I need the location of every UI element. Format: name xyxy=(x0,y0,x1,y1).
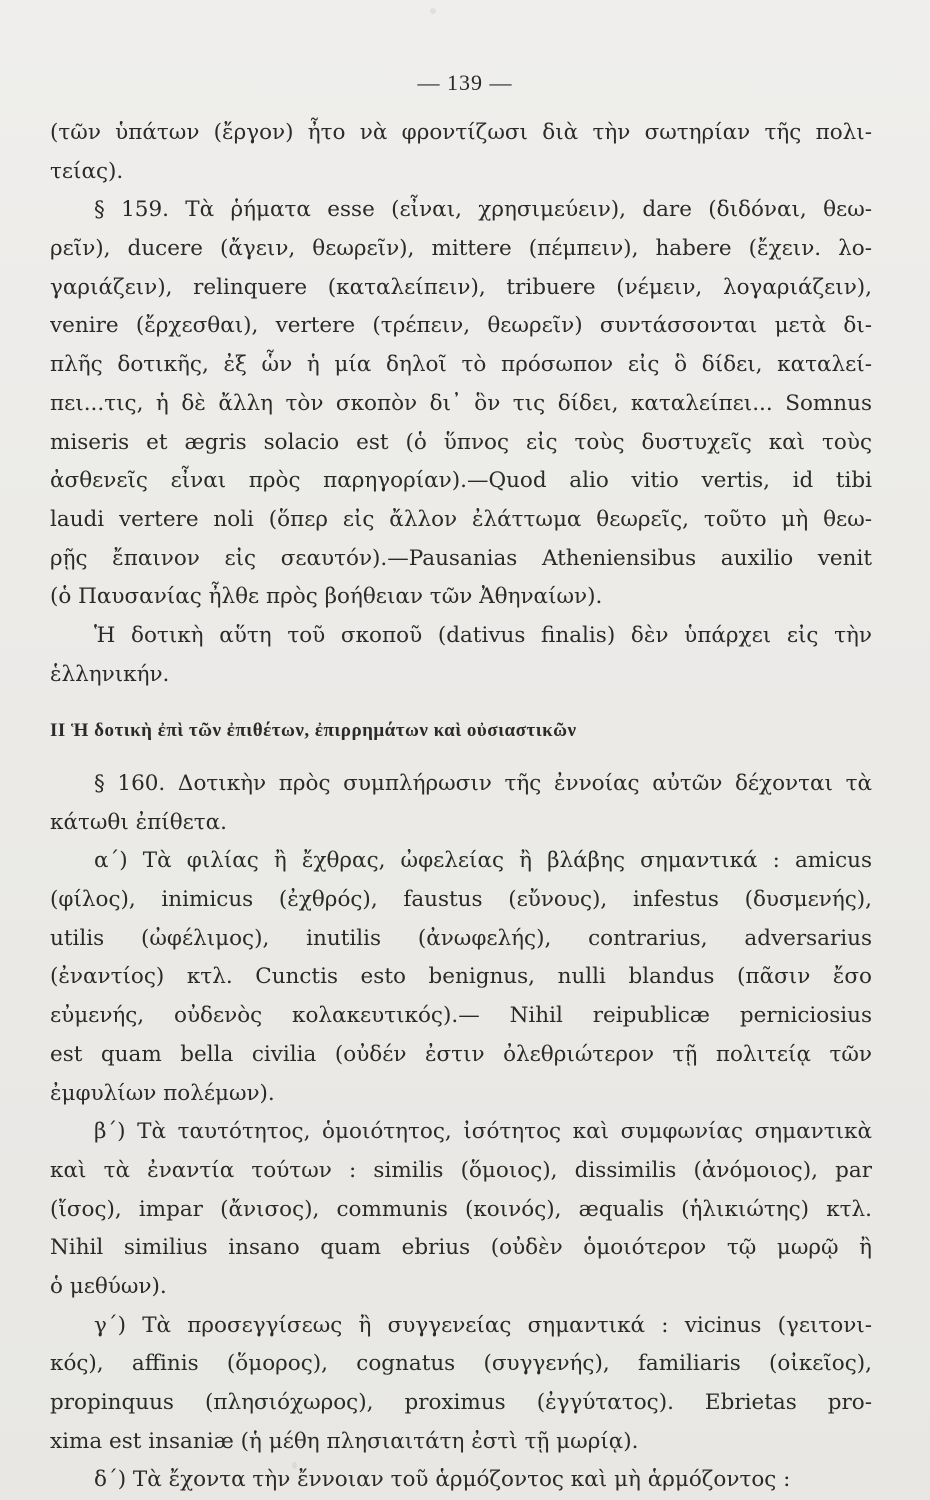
text-line: venire (ἔρχεσθαι), vertere (τρέπειν, θεωρεῖν) συντάσσονται μετὰ δι- xyxy=(50,313,872,339)
text-line: τείας). xyxy=(50,158,124,184)
text-line: (τῶν ὑπάτων (ἔργον) ἦτο νὰ φροντίζωσι διὰ τὴν σωτηρίαν τῆς πολι- xyxy=(50,120,872,145)
text-line: καὶ τὰ ἐναντία τούτων : similis (ὅμοιος), dissimilis (ἀνόμοιος), par xyxy=(50,1157,872,1183)
text-line: γ΄) Τὰ προσεγγίσεως ἢ συγγενείας σημαντικά : vicinus (γειτονι- xyxy=(94,1312,872,1338)
text-line: δ΄) Τὰ ἔχοντα τὴν ἔννοιαν τοῦ ἁρμόζοντος καὶ μὴ ἁρμόζοντος : xyxy=(94,1467,791,1493)
text-line: εὐμενής, οὐδενὸς κολακευτικός).— Nihil reipublicæ perniciosius xyxy=(50,1003,872,1029)
text-line: ἀσθενεῖς εἶναι πρὸς παρηγορίαν).—Quod alio vitio vertis, id tibi xyxy=(50,468,872,494)
text-line: β΄) Τὰ ταυτότητος, ὁμοιότητος, ἰσότητος καὶ συμφωνίας σημαντικὰ xyxy=(94,1119,872,1145)
text-line: (ὁ Παυσανίας ἦλθε πρὸς βοήθειαν τῶν Ἀθηναίων). xyxy=(50,584,603,610)
text-line: ἑλληνικήν. xyxy=(50,661,170,687)
text-line: § 160. Δοτικὴν πρὸς συμπλήρωσιν τῆς ἐννοίας αὐτῶν δέχονται τὰ xyxy=(94,771,872,796)
text-line: κός), affinis (ὅμορος), cognatus (συγγενής), familiaris (οἰκεῖος), xyxy=(50,1351,872,1377)
text-line: (ἴσος), impar (ἄνισος), communis (κοινός), æqualis (ἡλικιώτης) κτλ. xyxy=(50,1196,872,1222)
page-body-text xyxy=(50,114,872,1500)
text-line: xima est insaniæ (ἡ μέθη πλησιαιτάτη ἐστὶ τῇ μωρίᾳ). xyxy=(50,1428,639,1454)
text-line: Nihil similius insano quam ebrius (οὐδὲν ὁμοιότερον τῷ μωρῷ ἢ xyxy=(50,1235,872,1261)
text-line: miseris et ægris solacio est (ὁ ὕπνος εἰς τοὺς δυστυχεῖς καὶ τοὺς xyxy=(50,429,872,455)
section-heading: ΙΙ Ἡ δοτικὴ ἐπὶ τῶν ἐπιθέτων, ἐπιρρημάτων καὶ οὐσιαστικῶν xyxy=(50,720,577,742)
text-line: § 159. Τὰ ῥήματα esse (εἶναι, χρησιμεύειν), dare (διδόναι, θεω- xyxy=(94,197,872,223)
text-line: Ἡ δοτικὴ αὕτη τοῦ σκοποῦ (dativus finalis) δὲν ὑπάρχει εἰς τὴν xyxy=(94,622,872,648)
text-line: utilis (ὠφέλιμος), inutilis (ἀνωφελής), contrarius, adversarius xyxy=(50,925,872,951)
page-number: — 139 — xyxy=(417,70,513,95)
text-line: ἐμφυλίων πολέμων). xyxy=(50,1080,275,1106)
paper-spot xyxy=(430,8,436,14)
text-line: γαριάζειν), relinquere (καταλείπειν), tribuere (νέμειν, λογαριάζειν), xyxy=(50,274,872,300)
text-line: ρῇς ἔπαινον εἰς σεαυτόν).—Pausanias Atheniensibus auxilio venit xyxy=(50,545,872,571)
text-line: πει...τις, ἡ δὲ ἄλλη τὸν σκοπὸν δι᾽ ὃν τις δίδει, καταλείπει... Somnus xyxy=(50,390,872,416)
text-line: πλῆς δοτικῆς, ἐξ ὧν ἡ μία δηλοῖ τὸ πρόσωπον εἰς ὃ δίδει, καταλεί- xyxy=(50,352,872,378)
text-line: est quam bella civilia (οὐδέν ἐστιν ὀλεθριώτερον τῇ πολιτείᾳ τῶν xyxy=(50,1041,872,1067)
text-line: propinquus (πλησιόχωρος), proximus (ἐγγύτατος). Ebrietas pro- xyxy=(50,1390,872,1415)
text-line: ὁ μεθύων). xyxy=(50,1273,167,1299)
text-line: κάτωθι ἐπίθετα. xyxy=(50,809,228,835)
text-line: laudi vertere noli (ὅπερ εἰς ἄλλον ἐλάττωμα θεωρεῖς, τοῦτο μὴ θεω- xyxy=(50,506,872,532)
text-line: α΄) Τὰ φιλίας ἢ ἔχθρας, ὠφελείας ἢ βλάβης σημαντικά : amicus xyxy=(94,848,872,874)
text-line: ρεῖν), ducere (ἄγειν, θεωρεῖν), mittere (πέμπειν), habere (ἔχειν. λο- xyxy=(50,236,872,262)
text-line: (φίλος), inimicus (ἐχθρός), faustus (εὔνους), infestus (δυσμενής), xyxy=(50,887,872,913)
text-line: (ἐναντίος) κτλ. Cunctis esto benignus, nulli blandus (πᾶσιν ἔσο xyxy=(50,964,872,990)
